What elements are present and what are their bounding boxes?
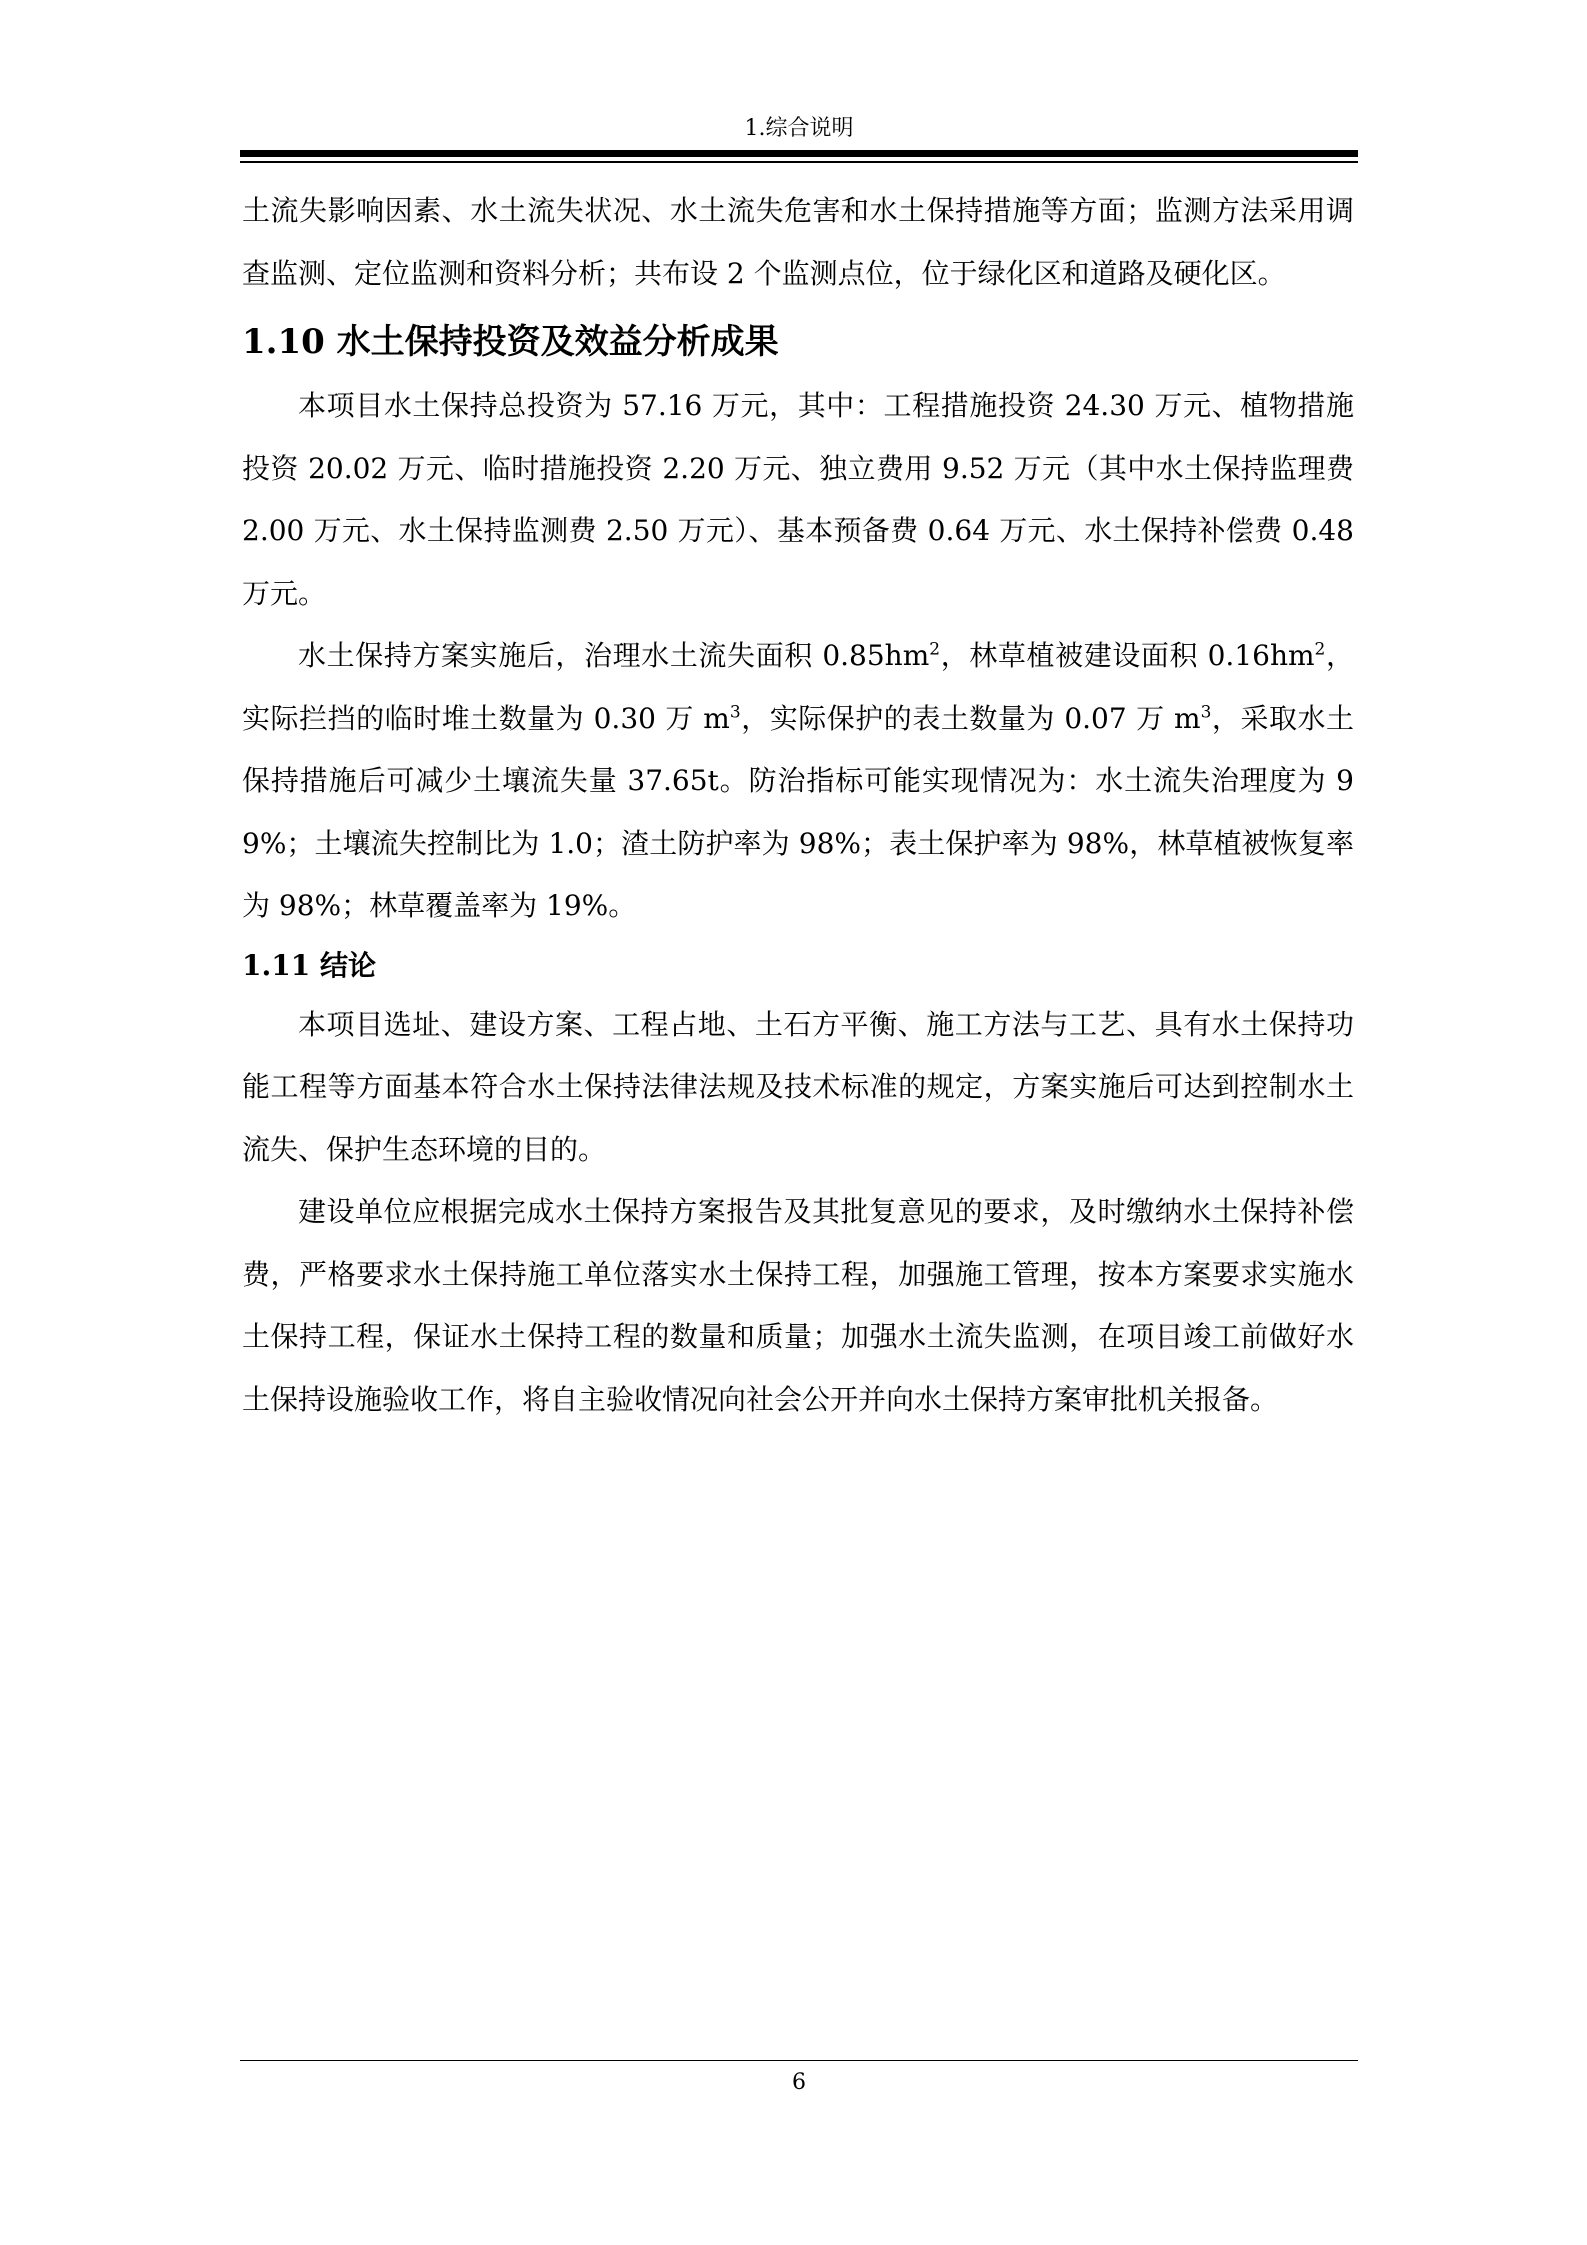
running-header: 1.综合说明 [744,116,854,141]
conclusion-paragraph-1: 本项目选址、建设方案、工程占地、土石方平衡、施工方法与工艺、具有水土保持功能工程等方面基本符合水土保持法律法规及技术标准的规定，方案实施后可达到控制水土流失、保护生态环境的目的。 [242,1007,1354,1166]
conclusion-paragraph-2: 建设单位应根据完成水土保持方案报告及其批复意见的要求，及时缴纳水土保持补偿费，严格要求水土保持施工单位落实水土保持工程，加强施工管理，按本方案要求实施水土保持工程，保证水土保持工程的数量和质量；加强水土流失监测，在项目竣工前做好水土保持设施验收工作，将自主验收情况向社会公开并向水土保持方案审批机关报备。 [242,1195,1354,1416]
header-rule [240,150,1358,157]
benefit-text: 水土保持方案实施后，治理水土流失面积 0.85hm [298,639,930,672]
superscript: 3 [1200,702,1212,723]
intro-paragraph: 土流失影响因素、水土流失状况、水土流失危害和水土保持措施等方面；监测方法采用调查监测、定位监测和资料分析；共布设 2 个监测点位，位于绿化区和道路及硬化区。 [242,194,1354,290]
page-number: 6 [792,2070,806,2095]
section-heading-1-10: 1.10 水土保持投资及效益分析成果 [242,322,779,362]
superscript: 3 [729,702,741,723]
benefit-text: ，实际拦挡的临时堆土数量为 0.30 万 m [242,639,1354,735]
benefit-text: ，采取水土保持措施后可减少土壤流失量 37.65t。防治指标可能实现情况为：水土流失治理度为 99%；土壤流失控制比为 1.0；渣土防护率为 98%；表土保护率为 98%，林草植被恢复率为 98%；林草覆盖率为 19%。 [242,701,1354,922]
superscript: 2 [1314,639,1326,660]
header-rule-thin [240,161,1358,163]
superscript: 2 [929,639,941,660]
footer-rule [240,2060,1358,2061]
benefit-text: ，林草植被建设面积 0.16hm [940,639,1315,672]
investment-paragraph: 本项目水土保持总投资为 57.16 万元，其中：工程措施投资 24.30 万元、植物措施投资 20.02 万元、临时措施投资 2.20 万元、独立费用 9.52 万元（其中水土保持监理费 2.00 万元、水土保持监测费 2.50 万元）、基本预备费 0.64 万元、水土保持补偿费 0.48 万元。 [242,389,1354,610]
document-body [242,180,1354,1431]
benefit-text: ，实际保护的表土数量为 0.07 万 m [740,701,1201,735]
benefit-paragraph [242,625,1354,938]
section-heading-1-11: 1.11 结论 [242,948,376,982]
